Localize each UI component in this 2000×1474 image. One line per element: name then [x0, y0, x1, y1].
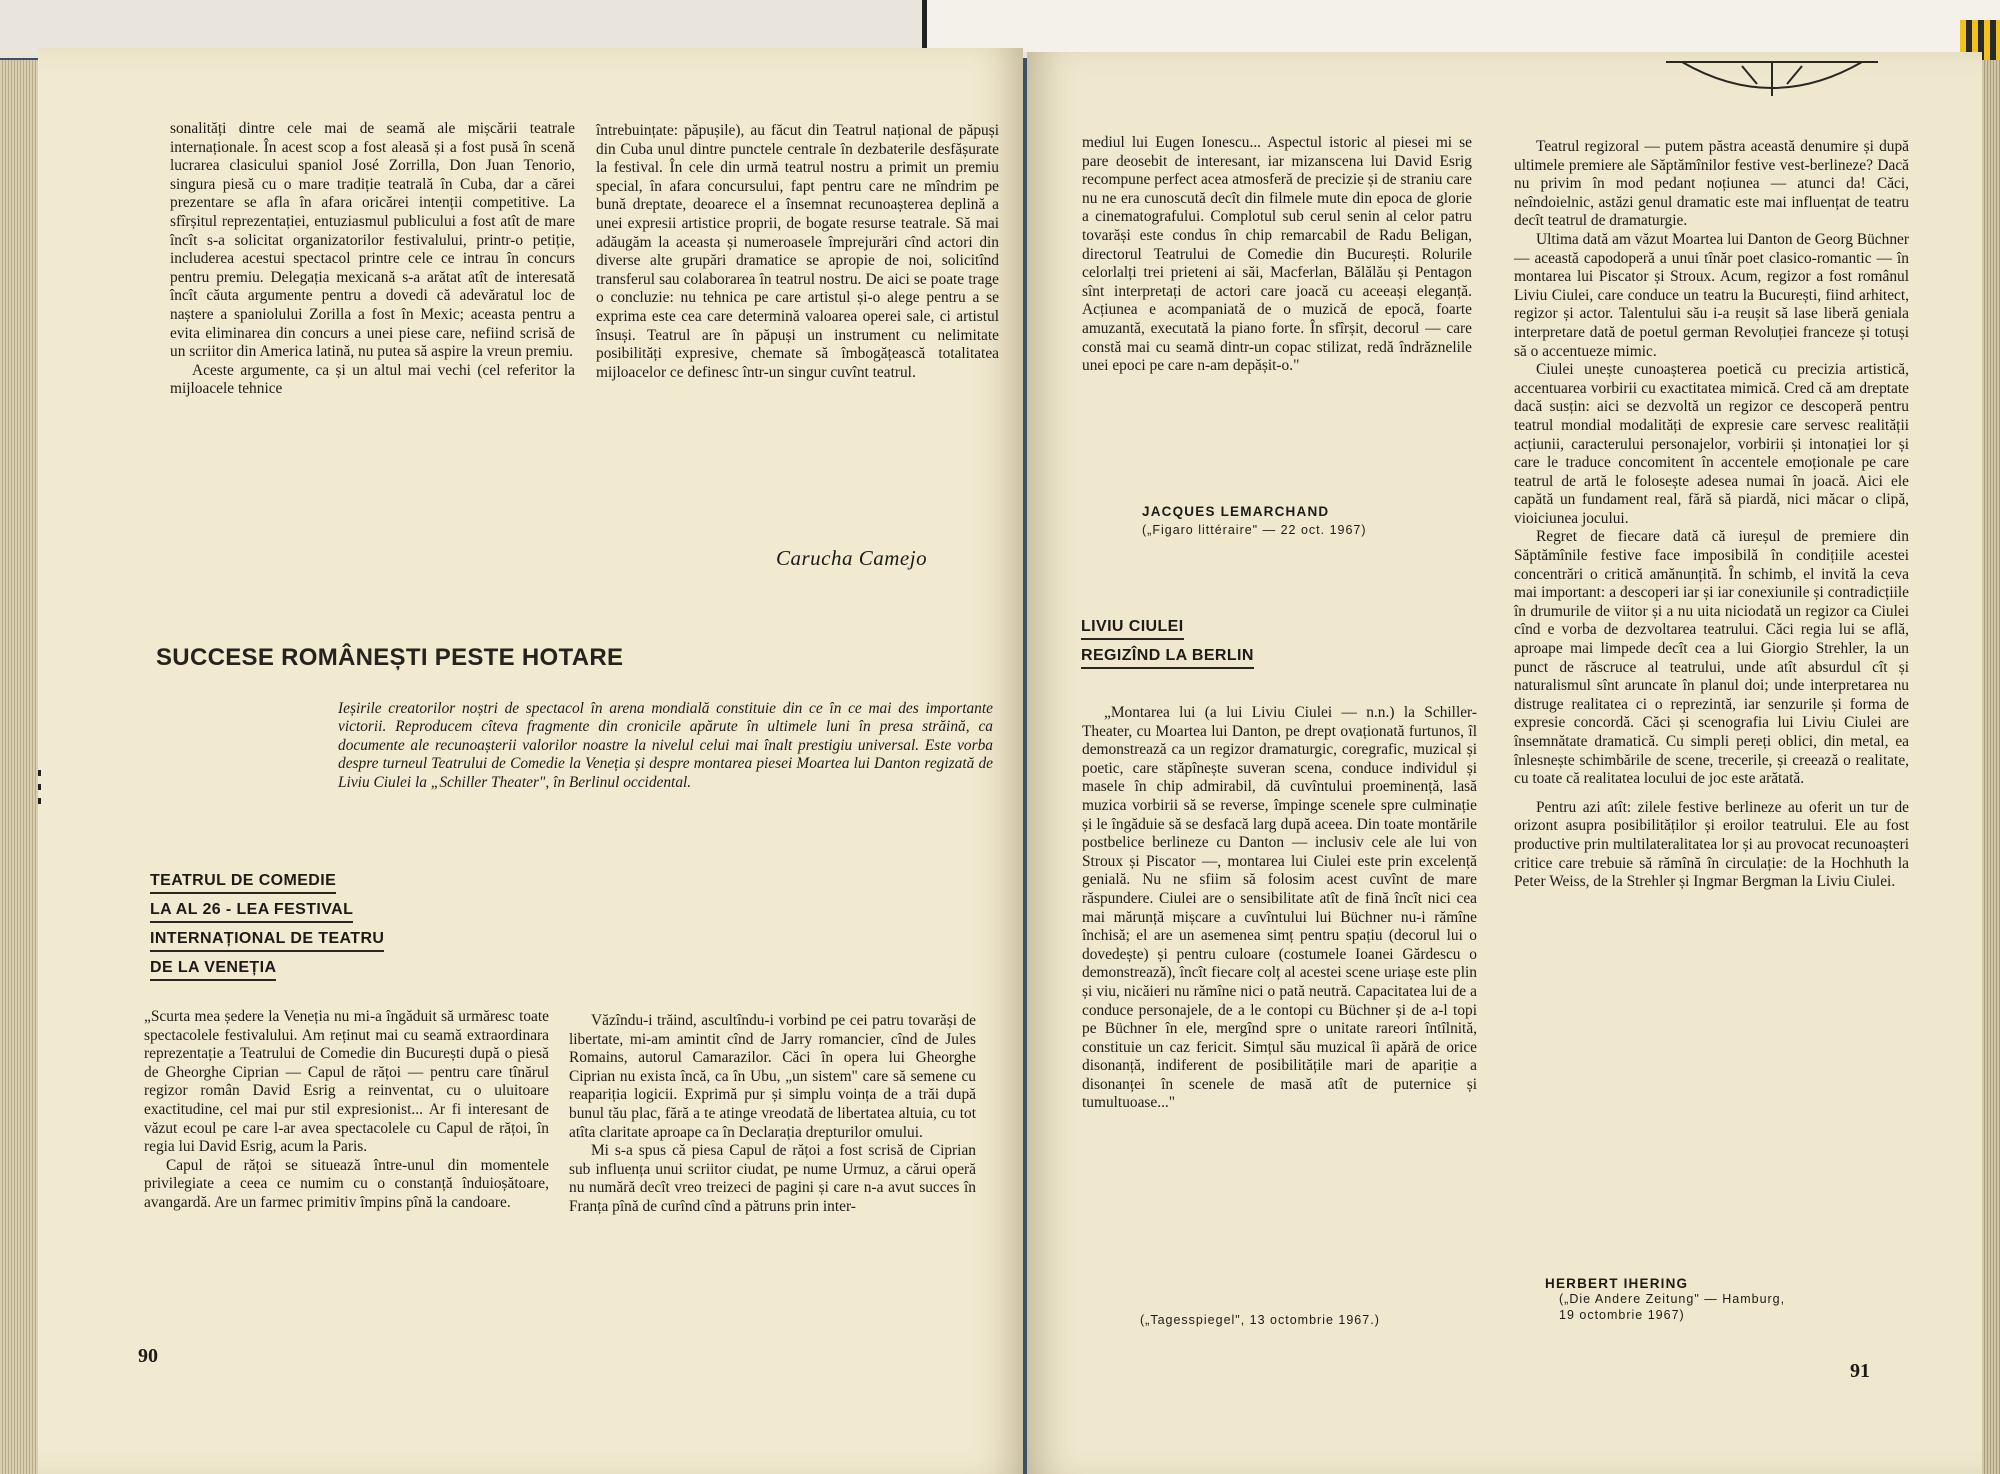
- paragraph: Ultima dată am văzut Moartea lui Danton de Georg Büchner — această capodoperă a unui tînăr poet clasico-romantic — în montarea lui Piscator și Stroux. Acum, regizor a fost românul Liviu Ciulei, care conduce un teatru la București, fiind arhitect, regizor și actor. Talentului său i-a reușit să lase liberă geniala interpretare dată de poetul german Revoluției franceze și totuși să o accentueze mimic.: [1514, 230, 1909, 360]
- subheading-line: LA AL 26 - LEA FESTIVAL: [150, 899, 353, 923]
- left-col1: [170, 120, 575, 399]
- ornament-icon: [1662, 54, 1882, 102]
- paragraph: Regret de fiecare dată că iureșul de premiere din Săptămînile festive face imposibilă în condițiile acestei concentrări o critică amănunțită. În schimb, el invită la ceva mai important: a descoperi iar și iar conexiunile și contradicțiile în drumurile de viitor și a nu uita niciodată un regizor ca Ciulei cînd e vorba de dezvoltarea teatrului. Căci regia lui se află, aproape mai limpede decît cea a lui Giorgio Strehler, la un punct de răscruce al teatrului, unde atît absurdul cît și naturalismul sînt aruncate în planul doi; unde interpretarea nu distruge realitatea ci o reprezintă, iar senzurile și forma de expresie concordă. Căci și scenografia lui Liviu Ciulei are însemnătate dramatică. Cu simpli pereți oblici, din metal, ea înlesnește schimbările de scene, trecerile, și creează o realitate, cu toate că realitatea locului de joc este arătată.: [1514, 528, 1909, 788]
- paragraph: „Montarea lui (a lui Liviu Ciulei — n.n.) la Schiller-Theater, cu Moartea lui Danton, pe drept ovaționată furtunos, îl demonstrează ca un regizor dramaturgic, coregrafic, muzical și poetic, care stăpînește suveran scena, conduce individul și masele în chip admirabil, dă cuvîntului proeminență, lasă muzica vorbirii să se reverse, împinge scenele spre culminație și le îngăduie să se desfacă larg după aceea. Din toate montările postbelice berlineze cu Danton — inclusiv cele ale lui von Stroux și Piscator —, montarea lui Ciulei este prin excelență genială. Nu ne sfiim să folosim acest cuvînt de mare răspundere. Ciulei are o sensibilitate atît de fină încît nici cea mai mărunță mișcare a cuvîntului lui Büchner nu-i rămîne închisă; el are un asemenea simț pentru spațiu (decorul lui o dovedește) și pentru culoare (costumele Ioanei Gărdescu o demonstrează), încît fiecare colț al acestei scene uriașe este plin și viu, nicăieri nu rămîne nici o pată neutră. Capacitatea lui de a conduce personajele, de a le contopi cu Büchner și de a-l topi pe Büchner în ele, mergînd spre o unitate rareori întîlnită, constituie un caz fericit. Simțul său muzical îi apără de orice disonanță, indiferent de posibilitățile mari de apariție a disonanței în scenele de masă atît de puternice și tumultuoase...": [1082, 704, 1477, 1112]
- source-publication: 19 octombrie 1967): [1559, 1308, 1685, 1322]
- right-page-edges: [1982, 60, 2000, 1474]
- right-page: [1027, 52, 1982, 1474]
- source-credit-2: („Tagesspiegel", 13 octombrie 1967.): [1140, 1313, 1380, 1327]
- paragraph: sonalități dintre cele mai de seamă ale mișcării teatrale internaționale. În acest scop a fost aleasă și a fost pusă în scenă lucrarea clasicului spaniol José Zorrilla, Don Juan Tenorio, singura piesă cu o mare tradiție teatrală în Cuba, dar a cărei prezentare se afla în afara oricărei intenții competitive. La sfîrșitul reprezentației, entuziasmul publicului a fost atît de mare încît s-a solicitat organizatorilor festivalului, printr-o petiție, includerea acestui spectacol printre cele ce intrau în concurs pentru premiu. Delegația mexicană s-a arătat atît de interesată încît căuta argumente pentru a dovedi că adevăratul loc de naștere a spaniolului Zorilla a fost în Mexic; aceasta pentru a evita eliminarea din concurs a unei piese care, nefiind scrisă de un scriitor din America latină, nu putea să aspire la vreun premiu.: [170, 120, 575, 361]
- paragraph: mediul lui Eugen Ionescu... Aspectul istoric al piesei mi se pare deosebit de interesant, iar mizanscena lui David Esrig recompune perfect acea atmosferă de precizie și de straniu care nu ne era cunoscută decît din filmele mute din epoca de glorie a cinematografului. Complotul sub cerul senin al celor patru tovarăși este condus în chip remarcabil de Radu Beligan, directorul Teatrului de Comedie din București. Rolurile celorlalți trei prieteni ai săi, Macferlan, Bălălău și Pentagon sînt interpretați de actori care joacă cu aceeași eleganță. Acțiunea e acompaniată de o muzică de epocă, foarte amuzantă, executată la piano forte. În sfîrșit, decorul — care constă mai cu seamă dintr-un copac stilizat, redă îndrăznelile unei epoci pe care n-am depășit-o.": [1082, 134, 1472, 375]
- lead-paragraph: Ieșirile creatorilor noștri de spectacol în arena mondială constituie din ce în ce mai des importante victorii. Reproducem cîteva fragmente din cronicile apărute în ultimele luni în presa străină, ca documente ale recunoașterii valorilor noastre la nivelul celui mai înalt prestigiu universal. Este vorba despre turneul Teatrului de Comedie la Veneția și despre montarea piesei Moartea lui Danton regizată de Liviu Ciulei la „Schiller Theater", în Berlinul occidental.: [338, 700, 993, 791]
- scan-top-right: [927, 0, 2000, 52]
- source-publication: („Die Andere Zeitung" — Hamburg,: [1559, 1292, 1786, 1306]
- left-col4: [569, 1012, 976, 1217]
- paragraph: Capul de rățoi se situează între-unul din momentele privilegiate a ceea ce numim cu o constanță înduioșătoare, avangardă. Are un farmec primitiv împins pînă la candoare.: [144, 1156, 549, 1211]
- subheading-line: LIVIU CIULEI: [1081, 616, 1184, 640]
- page-number: 91: [1850, 1360, 1870, 1382]
- subheading-berlin: [1081, 612, 1254, 670]
- right-col2: [1082, 704, 1477, 1113]
- left-col2: [596, 122, 999, 382]
- paragraph: întrebuințate: păpușile), au făcut din Teatrul național de păpuși din Cuba unul dintre punctele centrale în dezbaterile desfășurate la festival. În cele din urmă teatrul nostru a primit un premiu special, în afara concursului, fapt pentru care ne mîndrim pe bună dreptate, deoarece el a însemnat recunoașterea deplină a unei expresii artistice proprii, de bogate resurse teatrale. Să mai adăugăm la aceasta și numeroasele împrejurări cînd actori din diverse alte grupări dramatice se apropie de noi, solicitînd transferul sau colaborarea în teatrul nostru. De aici se poate trage o concluzie: nu tehnica pe care artistul și-o alege pentru a se exprima este cea care determină valoarea operei sale, ci artistul însuși. Teatrul are în păpuși un instrument cu nelimitate posibilități expresive, chemate să îmbogățească totalitatea mijloacelor ce definesc într-un singur cuvînt teatrul.: [596, 122, 999, 381]
- source-author: HERBERT IHERING: [1545, 1276, 1689, 1291]
- subheading-line: REGIZÎND LA BERLIN: [1081, 645, 1254, 669]
- headline: SUCCESE ROMÂNEȘTI PESTE HOTARE: [156, 644, 624, 671]
- paragraph: Pentru azi atît: zilele festive berlineze au oferit un tur de orizont asupra posibilităților și eroilor teatrului. Ele au fost productive prin multilateralitatea lor și au provocat recunoașteri critice care trebuie să rămînă în circulație: de la Hochhuth la Peter Weiss, de la Strehler și Ingmar Bergman la Liviu Ciulei.: [1514, 798, 1909, 891]
- paragraph: Mi s-a spus că piesa Capul de rățoi a fost scrisă de Ciprian sub influența unui scriitor ciudat, pe nume Urmuz, a cărui operă nu numără decît vreo treizeci de pagini și care n-a avut succes în Franța pînă de curînd cînd a pătruns prin inter-: [569, 1142, 976, 1215]
- subheading-line: TEATRUL DE COMEDIE: [150, 870, 336, 894]
- left-page: [38, 48, 1023, 1474]
- source-credit-3: [1545, 1276, 1925, 1323]
- source-publication: („Figaro littéraire" — 22 oct. 1967): [1142, 523, 1367, 537]
- paragraph: Văzîndu-i trăind, ascultîndu-i vorbind pe cei patru tovarăși de libertate, mi-am amintit cînd de Jarry romancier, cînd de Jules Romains, autorul Camarazilor. Căci în opera lui Gheorghe Ciprian nu exista încă, ca în Ubu, „un sistem" care să semene cu reapariția logicii. Exprimă pur și simplu voința de a trăi după bunul tău plac, fără a te atinge vreodată de libertatea altuia, cu tot atîta claritate aproape ca în Declarația drepturilor omului.: [569, 1012, 976, 1141]
- subheading-line: DE LA VENEȚIA: [150, 957, 276, 981]
- source-author: JACQUES LEMARCHAND: [1142, 504, 1330, 519]
- author-signature: Carucha Camejo: [776, 546, 928, 570]
- left-col3: [144, 1008, 549, 1213]
- left-page-edges: [0, 60, 40, 1474]
- margin-marks: [38, 770, 44, 814]
- paragraph: „Scurta mea ședere la Veneția nu mi-a îngăduit să urmăresc toate spectacolele festivalului. Am reținut mai cu seamă extraordinara reprezentație a Teatrului de Comedie din București după o piesă de Gheorghe Ciprian — Capul de rățoi — pentru care tînărul regizor român David Esrig a reinventat, cu o uluitoare exactitudine, cel mai pur stil expresionist... Ar fi interesant de văzut ecoul pe care l-ar avea spectacolele cu Capul de rățoi, în regia lui David Esrig, acum la Paris.: [144, 1008, 549, 1156]
- right-col3: [1514, 138, 1909, 892]
- paragraph: Ciulei unește cunoașterea poetică cu precizia artistică, accentuarea vorbirii cu exactitatea mimică. Cred că am dreptate dacă susțin: aici se dezvoltă un regizor ce descoperă pentru teatrul mondial modalități de expresie care servesc realității acțiunii, caracterului personajelor, vorbirii și intonației lor și care le traduce concomitent în accentele emoționale pe care teatrul de artă le folosește adesea numai în joacă. Aici ele capătă un fundament real, fără să piardă, nici măcar o clipă, vioiciunea jocului.: [1514, 361, 1909, 527]
- subheading-line: INTERNAȚIONAL DE TEATRU: [150, 928, 384, 952]
- paragraph: Teatrul regizoral — putem păstra această denumire și după ultimele premiere ale Săptămînilor festive vest-berlineze? Dacă nu privim în mod pedant noțiunea — atunci da! Căci, neîndoielnic, astăzi genul dramatic este mai influențat de teatru decît teatrul de dramaturgie.: [1514, 138, 1909, 230]
- paragraph: Aceste argumente, ca și un altul mai vechi (cel referitor la mijloacele tehnice: [170, 361, 575, 398]
- right-col1: [1082, 134, 1472, 376]
- source-credit-1: [1142, 504, 1482, 538]
- subheading-venice: [150, 866, 384, 982]
- page-number: 90: [138, 1345, 158, 1367]
